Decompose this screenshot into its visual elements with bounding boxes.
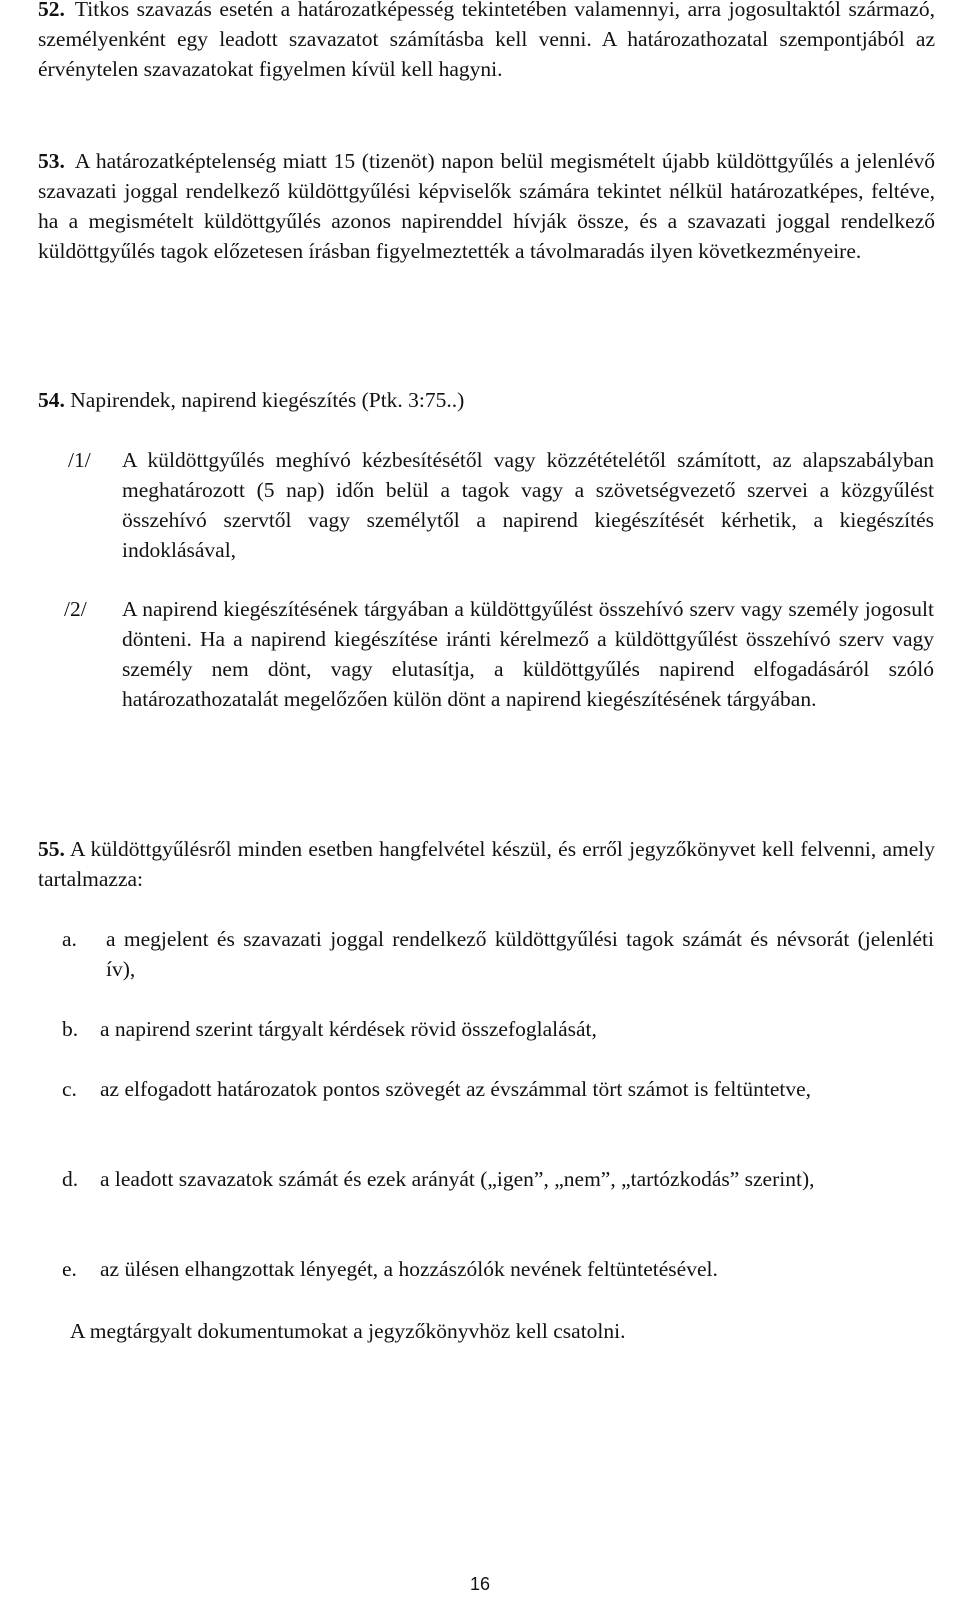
list-item-text: a leadott szavazatok számát és ezek arányát („igen”, „nem”, „tartózkodás” szerint), bbox=[100, 1167, 815, 1191]
section-text: A határozatképtelenség miatt 15 (tizenöt) napon belül megismételt újabb küldöttgyűlés a jelenlévő szavazati joggal rendelkező küldöttgyűlési képviselők számára tekintet nélkül határozatképes, feltéve, ha a megismételt küldöttgyűlés azonos napirenddel hívják össze, és a szavazati joggal rendelkező küldöttgyűlés tagok előzetesen írásban figyelmeztették a távolmaradás ilyen következményeire. bbox=[38, 149, 935, 263]
page-number: 16 bbox=[469, 1574, 491, 1594]
list-item-text: az ülésen elhangzottak lényegét, a hozzászólók nevének feltüntetésével. bbox=[100, 1257, 718, 1281]
section-55 bbox=[38, 834, 935, 894]
list-item-marker: a. bbox=[62, 927, 77, 951]
list-item-text: az elfogadott határozatok pontos szövegét az évszámmal tört számot is feltüntetve, bbox=[100, 1077, 812, 1101]
section-text: A küldöttgyűlésről minden esetben hangfelvétel készül, és erről jegyzőkönyvet kell felvenni, amely tartalmazza: bbox=[38, 837, 935, 891]
subsection-text: A küldöttgyűlés meghívó kézbesítésétől vagy közzétételétől számított, az alapszabályban meghatározott (5 nap) időn belül a tagok vagy a szövetségvezető szervei a közgyűlést összehívó szervtől vagy személytől a napirend kiegészítését kérhetik, a kiegészítés indoklásával, bbox=[122, 448, 934, 562]
list-item-text: a napirend szerint tárgyalt kérdések rövid összefoglalását, bbox=[100, 1017, 597, 1041]
section-54-heading bbox=[38, 385, 464, 415]
list-item-text: a megjelent és szavazati joggal rendelkező küldöttgyűlési tagok számát és névsorát (jelenléti ív), bbox=[106, 927, 934, 981]
section-text: Titkos szavazás esetén a határozatképesség tekintetében valamennyi, arra jogosultaktól származó, személyenként egy leadott szavazatot számításba kell venni. A határozathozatal szempontjából az érvénytelen szavazatokat figyelmen kívül kell hagyni. bbox=[38, 0, 935, 81]
subsection-marker: /2/ bbox=[64, 597, 87, 621]
list-item-marker: e. bbox=[62, 1257, 77, 1281]
list-item-marker: c. bbox=[62, 1077, 77, 1101]
section-52 bbox=[38, 0, 935, 84]
subsection-text: A napirend kiegészítésének tárgyában a küldöttgyűlést összehívó szerv vagy személy jogosult dönteni. Ha a napirend kiegészítése iránti kérelmező a küldöttgyűlést összehívó szerv vagy személy nem dönt, vagy elutasítja, a küldöttgyűlés napirend elfogadásáról szóló határozathozatalát megelőzően külön dönt a napirend kiegészítésének tárgyában. bbox=[122, 597, 934, 711]
section-number: 55. bbox=[38, 837, 65, 861]
list-item-marker: d. bbox=[62, 1167, 79, 1191]
section-heading-text: Napirendek, napirend kiegészítés (Ptk. 3:75..) bbox=[70, 388, 465, 412]
closing-sentence: A megtárgyalt dokumentumokat a jegyzőkönyvhöz kell csatolni. bbox=[70, 1319, 626, 1343]
section-number: 52. bbox=[38, 0, 65, 21]
subsection-marker: /1/ bbox=[68, 448, 91, 472]
section-number: 53. bbox=[38, 149, 65, 173]
section-number: 54. bbox=[38, 388, 65, 412]
list-item-marker: b. bbox=[62, 1017, 79, 1041]
section-53 bbox=[38, 146, 935, 266]
